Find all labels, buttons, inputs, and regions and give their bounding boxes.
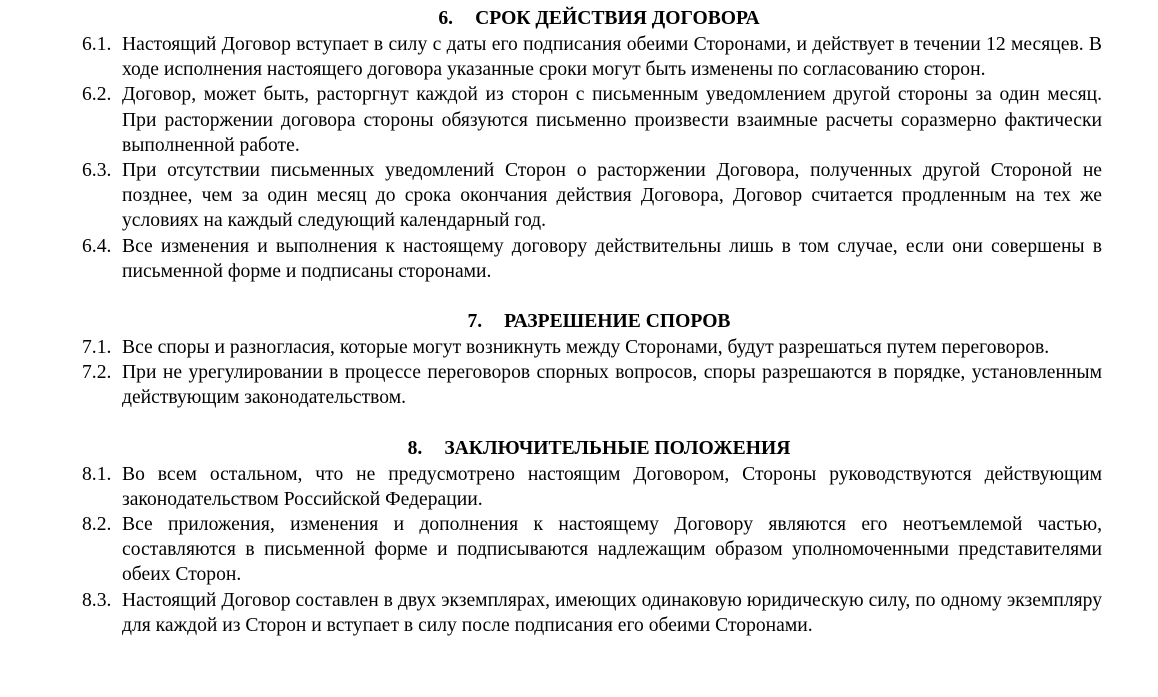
section-title: РАЗРЕШЕНИЕ СПОРОВ [504,311,731,333]
section-heading [40,6,1158,32]
section-heading [40,436,1158,462]
clause-6-2 [0,82,1158,158]
clause-text: Настоящий Договор вступает в силу с даты его подписания обеими Сторонами, и действует в течении 12 месяцев. В ходе исполнения настоящего договора указанные сроки могут быть изменены по согласованию сторон. [122,34,1102,81]
clause-number: 7.2. [82,362,112,384]
section-title: ЗАКЛЮЧИТЕЛЬНЫЕ ПОЛОЖЕНИЯ [444,437,791,459]
clause-text: Все споры и разногласия, которые могут возникнуть между Сторонами, будут разрешаться путем переговоров. [122,337,1050,359]
clause-number: 8.3. [82,589,112,611]
section-heading [40,309,1158,335]
clause-7-1 [0,335,1158,360]
document-page [0,6,1158,638]
clause-text: Настоящий Договор составлен в двух экземплярах, имеющих одинаковую юридическую силу, по одному экземпляру для каждой из Сторон и вступает в силу после подписания его обеими Сторонами. [122,589,1102,636]
clause-6-1 [0,32,1158,82]
section-number: 8. [407,437,423,459]
section-title: СРОК ДЕЙСТВИЯ ДОГОВОРА [475,8,760,29]
clause-text: При отсутствии письменных уведомлений Сторон о расторжении Договора, полученных другой Стороной не позднее, чем за один месяц до срока окончания действия Договора, Договор считается продленным на тех же условиях на каждый следующий календарный год. [122,160,1102,232]
clause-7-2 [0,360,1158,410]
clause-number: 6.4. [82,235,112,257]
clause-6-3 [0,158,1158,234]
clause-text: Договор, может быть, расторгнут каждой из сторон с письменным уведомлением другой стороны за один месяц. При расторжении договора стороны обязуются письменно произвести взаимные расчеты соразмерно фактически выполненной работе. [122,84,1102,156]
section-8 [0,436,1158,638]
clause-text: Во всем остальном, что не предусмотрено настоящим Договором, Стороны руководствуются действующим законодательством Российской Федерации. [122,463,1102,510]
section-spacer [0,284,1158,309]
clause-text: Все изменения и выполнения к настоящему договору действительны лишь в том случае, если они совершены в письменной форме и подписаны сторонами. [122,235,1102,282]
clause-number: 6.2. [82,84,112,106]
section-number: 6. [438,8,454,29]
clause-number: 8.2. [82,514,112,536]
clause-number: 7.1. [82,337,112,359]
clause-text: Все приложения, изменения и дополнения к настоящему Договору являются его неотъемлемой частью, составляются в письменной форме и подписываются надлежащим образом уполномоченными представителями обеих Сторон. [122,514,1102,586]
clause-text: При не урегулировании в процессе переговоров спорных вопросов, споры разрешаются в порядке, установленным действующим законодательством. [122,362,1102,409]
clause-8-2 [0,512,1158,588]
clause-8-3 [0,588,1158,638]
clause-8-1 [0,462,1158,512]
clause-6-4 [0,234,1158,284]
section-6 [0,6,1158,284]
clause-number: 6.3. [82,160,112,182]
clause-number: 6.1. [82,34,112,55]
clause-number: 8.1. [82,463,112,485]
section-7 [0,309,1158,411]
section-number: 7. [467,311,483,333]
section-spacer [0,411,1158,436]
